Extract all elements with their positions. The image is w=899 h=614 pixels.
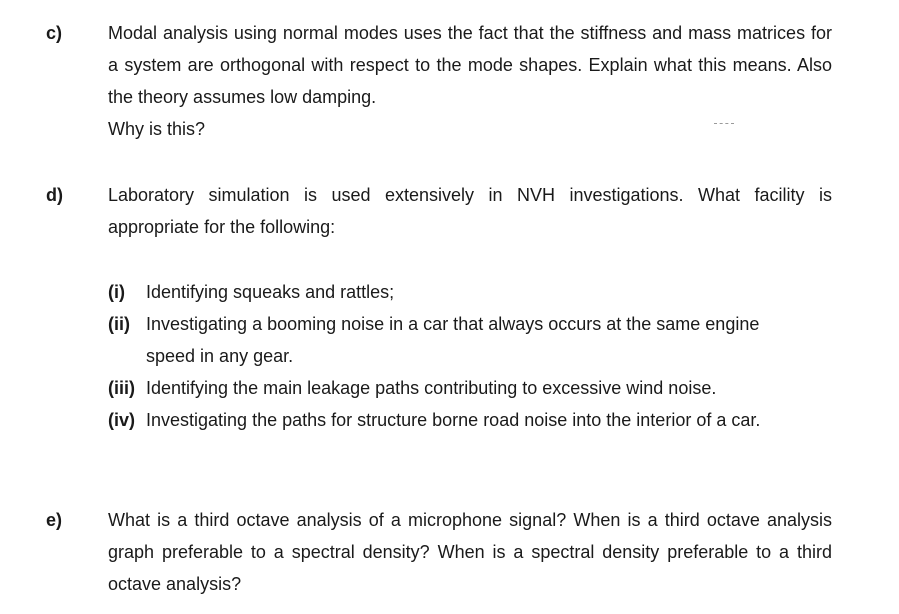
- sublist-item-text: Investigating a booming noise in a car that always occurs at the same engine: [146, 314, 760, 334]
- question-e-body: [108, 504, 832, 600]
- question-d-label: d): [46, 185, 63, 205]
- sublist-item-continuation: speed in any gear.: [146, 346, 294, 366]
- sublist-item-ii: [108, 308, 838, 372]
- question-c-body: [108, 17, 832, 145]
- sublist-item-iii: [108, 372, 838, 404]
- question-d-body: [108, 179, 832, 243]
- roman-numeral: (iv): [108, 410, 135, 430]
- sublist-item-text: Identifying the main leakage paths contributing to excessive wind noise.: [146, 378, 717, 398]
- sublist-item-iv: [108, 404, 838, 436]
- question-d-text: Laboratory simulation is used extensively in NVH investigations. What facility is appropriate for the following:: [108, 185, 832, 237]
- question-c-text: Modal analysis using normal modes uses the fact that the stiffness and mass matrices for a system are orthogonal with respect to the mode shapes. Explain what this means. Also the theory assumes low damping.: [108, 23, 832, 107]
- question-e-text: What is a third octave analysis of a microphone signal? When is a third octave analysis graph preferable to a spectral density? When is a spectral density preferable to a third octave analysis?: [108, 510, 832, 594]
- question-c-label: c): [46, 23, 63, 43]
- question-d-sublist: [108, 276, 838, 436]
- roman-numeral: (ii): [108, 314, 130, 334]
- question-c-text-2: Why is this?: [108, 119, 206, 139]
- roman-numeral: (iii): [108, 378, 135, 398]
- sublist-item-text: Identifying squeaks and rattles;: [146, 282, 395, 302]
- sublist-item-i: [108, 276, 838, 308]
- sublist-item-text: Investigating the paths for structure borne road noise into the interior of a car.: [146, 410, 761, 430]
- scan-mark: [714, 123, 734, 125]
- question-e-label: e): [46, 510, 63, 530]
- roman-numeral: (i): [108, 282, 125, 302]
